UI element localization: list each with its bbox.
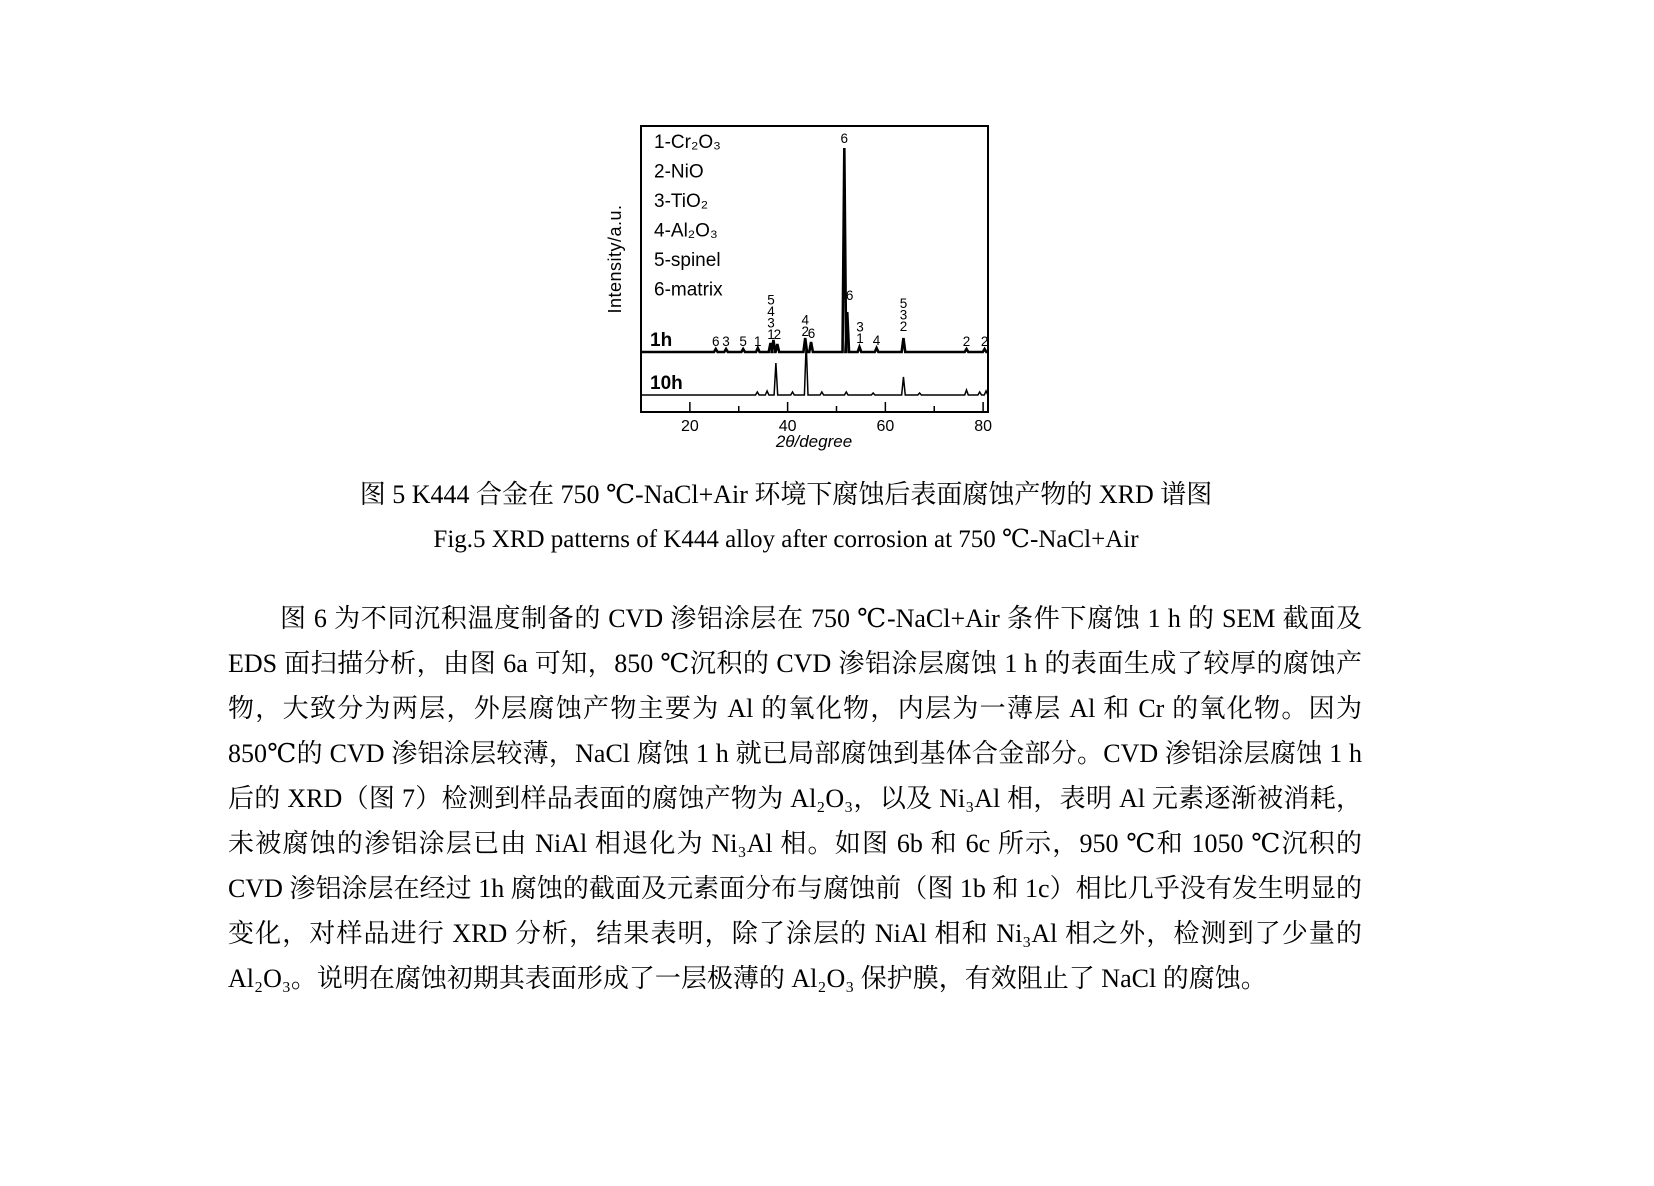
x-axis-label: 2θ/degree: [775, 432, 853, 451]
svg-text:10h: 10h: [650, 373, 683, 394]
svg-text:6-matrix: 6-matrix: [654, 279, 723, 301]
xrd-plot: [597, 118, 997, 440]
svg-text:6: 6: [807, 326, 816, 341]
body-text-block: [228, 596, 1362, 1001]
svg-text:1: 1: [754, 334, 762, 349]
svg-text:3-TiO₂: 3-TiO₂: [654, 191, 709, 212]
svg-text:5: 5: [899, 296, 908, 311]
svg-text:6: 6: [845, 288, 854, 303]
svg-text:2: 2: [801, 324, 809, 339]
svg-text:40: 40: [778, 418, 797, 435]
svg-text:60: 60: [876, 418, 895, 435]
svg-text:1-Cr₂O₃: 1-Cr₂O₃: [654, 132, 721, 153]
svg-text:5-spinel: 5-spinel: [654, 250, 721, 271]
svg-text:3: 3: [767, 315, 775, 331]
svg-text:1: 1: [767, 327, 775, 342]
svg-text:2: 2: [962, 334, 971, 349]
svg-text:6: 6: [712, 334, 720, 349]
svg-text:3: 3: [899, 307, 908, 323]
svg-text:5: 5: [739, 334, 747, 349]
y-axis-label: Intensity/a.u.: [605, 204, 625, 314]
svg-text:3: 3: [722, 334, 730, 349]
svg-text:4: 4: [767, 304, 775, 319]
svg-text:1: 1: [856, 331, 864, 346]
svg-text:20: 20: [680, 418, 699, 435]
body-paragraph: 图 6 为不同沉积温度制备的 CVD 渗铝涂层在 750 ℃-NaCl+Air 条件下腐蚀 1 h 的 SEM 截面及 EDS 面扫描分析，由图 6a 可知，850 ℃沉积的 CVD 渗铝涂层腐蚀 1 h 的表面生成了较厚的腐蚀产物，大致分为两层，外层腐蚀产物主要为 Al 的氧化物，内层为一薄层 Al 和 Cr 的氧化物。因为 850℃的 CVD 渗铝涂层较薄，NaCl 腐蚀 1 h 就已局部腐蚀到基体合金部分。CVD 渗铝涂层腐蚀 1 h 后的 XRD（图 7）检测到样品表面的腐蚀产物为 Al₂O₃，以及 Ni₃Al 相，表明 Al 元素逐渐被消耗，未被腐蚀的渗铝涂层已由 NiAl 相退化为 Ni₃Al 相。如图 6b 和 6c 所示，950 ℃和 1050 ℃沉积的 CVD 渗铝涂层在经过 1h 腐蚀的截面及元素面分布与腐蚀前（图 1b 和 1c）相比几乎没有发生明显的变化，对样品进行 XRD 分析，结果表明，除了涂层的 NiAl 相和 Ni₃Al 相之外，检测到了少量的 Al₂O₃。说明在腐蚀初期其表面形成了一层极薄的 Al₂O₃ 保护膜，有效阻止了 NaCl 的腐蚀。: [228, 604, 1362, 993]
figure-caption-zh: 图 5 K444 合金在 750 ℃-NaCl+Air 环境下腐蚀后表面腐蚀产物的 XRD 谱图: [359, 480, 1213, 509]
svg-text:6: 6: [840, 131, 849, 146]
svg-text:4-Al₂O₃: 4-Al₂O₃: [654, 220, 718, 242]
svg-text:5: 5: [767, 292, 775, 308]
svg-text:3: 3: [856, 319, 864, 335]
svg-text:2: 2: [899, 319, 908, 334]
svg-text:1h: 1h: [650, 330, 673, 351]
figure-caption-en: Fig.5 XRD patterns of K444 alloy after corrosion at 750 ℃-NaCl+Air: [433, 526, 1139, 553]
svg-text:4: 4: [872, 333, 881, 348]
svg-text:2: 2: [773, 327, 782, 342]
svg-text:2-NiO: 2-NiO: [654, 161, 704, 183]
svg-text:80: 80: [974, 418, 993, 435]
svg-text:4: 4: [801, 312, 809, 328]
svg-text:2: 2: [980, 334, 989, 349]
